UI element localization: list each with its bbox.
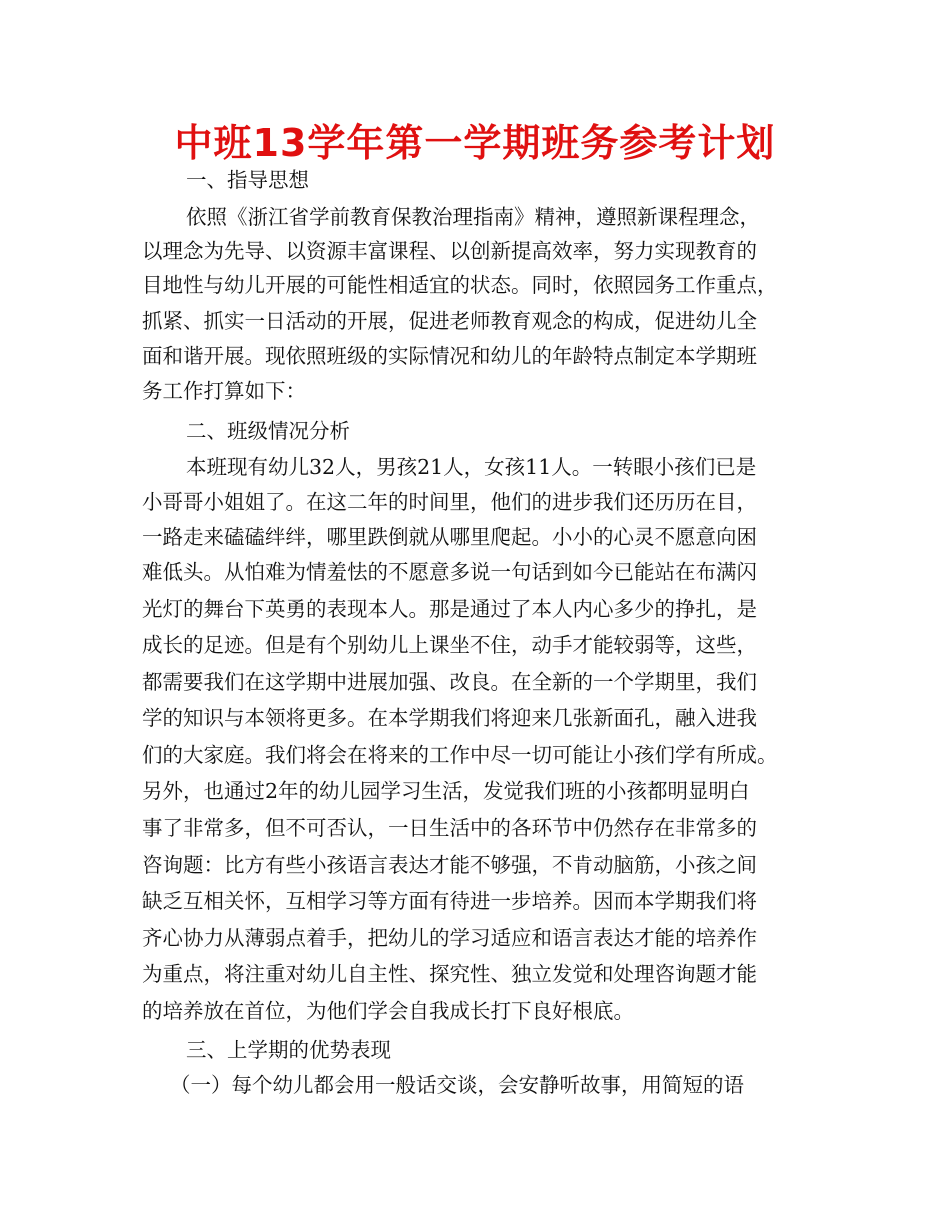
paragraph-line: 本班现有幼儿32人，男孩21人，女孩11人。一转眼小孩们已是: [186, 455, 757, 479]
paragraph-line: 一路走来磕磕绊绊，哪里跌倒就从哪里爬起。小小的心灵不愿意向困: [142, 525, 757, 549]
paragraph-line: 面和谐开展。现依照班级的实际情况和幼儿的年龄特点制定本学期班: [142, 344, 757, 368]
paragraph-line: 难低头。从怕难为情羞怯的不愿意多说一句话到如今已能站在布满闪: [142, 560, 757, 584]
paragraph-line: 事了非常多，但不可否认，一日生活中的各环节中仍然存在非常多的: [142, 816, 757, 840]
paragraph-line: 依照《浙江省学前教育保教治理指南》精神，遵照新课程理念，: [186, 205, 760, 229]
paragraph-line: 都需要我们在这学期中进展加强、改良。在全新的一个学期里，我们: [142, 670, 757, 694]
paragraph-line: 以理念为先导、以资源丰富课程、以创新提高效率，努力实现教育的: [142, 239, 757, 263]
paragraph-line: （一）每个幼儿都会用一般话交谈，会安静听故事，用简短的语: [170, 1073, 744, 1097]
paragraph-line: 缺乏互相关怀，互相学习等方面有待进一步培养。因而本学期我们将: [142, 889, 757, 913]
section-heading-1: 一、指导思想: [186, 168, 309, 192]
paragraph-line: 齐心协力从薄弱点着手，把幼儿的学习适应和语言表达才能的培养作: [142, 926, 757, 950]
paragraph-line: 务工作打算如下：: [142, 379, 306, 403]
paragraph-line: 学的知识与本领将更多。在本学期我们将迎来几张新面孔，融入进我: [142, 706, 757, 730]
section-heading-2: 二、班级情况分析: [186, 419, 350, 443]
paragraph-line: 光灯的舞台下英勇的表现本人。那是通过了本人内心多少的挣扎，是: [142, 597, 757, 621]
paragraph-line: 小哥哥小姐姐了。在这二年的时间里，他们的进步我们还历历在目，: [142, 490, 757, 514]
paragraph-line: 抓紧、抓实一日活动的开展，促进老师教育观念的构成，促进幼儿全: [142, 309, 757, 333]
paragraph-line: 目地性与幼儿开展的可能性相适宜的状态。同时，依照园务工作重点，: [142, 273, 778, 297]
paragraph-line: 们的大家庭。我们将会在将来的工作中尽一切可能让小孩们学有所成。: [142, 743, 778, 767]
paragraph-line: 为重点，将注重对幼儿自主性、探究性、独立发觉和处理咨询题才能: [142, 962, 757, 986]
paragraph-line: 咨询题：比方有些小孩语言表达才能不够强，不肯动脑筋，小孩之间: [142, 853, 757, 877]
section-heading-3: 三、上学期的优势表现: [186, 1038, 391, 1062]
paragraph-line: 成长的足迹。但是有个别幼儿上课坐不住，动手才能较弱等，这些，: [142, 633, 757, 657]
paragraph-line: 的培养放在首位，为他们学会自我成长打下良好根底。: [142, 999, 634, 1023]
document-title: 中班13学年第一学期班务参考计划: [174, 121, 776, 165]
paragraph-line: 另外，也通过2年的幼儿园学习生活，发觉我们班的小孩都明显明白: [142, 779, 750, 803]
